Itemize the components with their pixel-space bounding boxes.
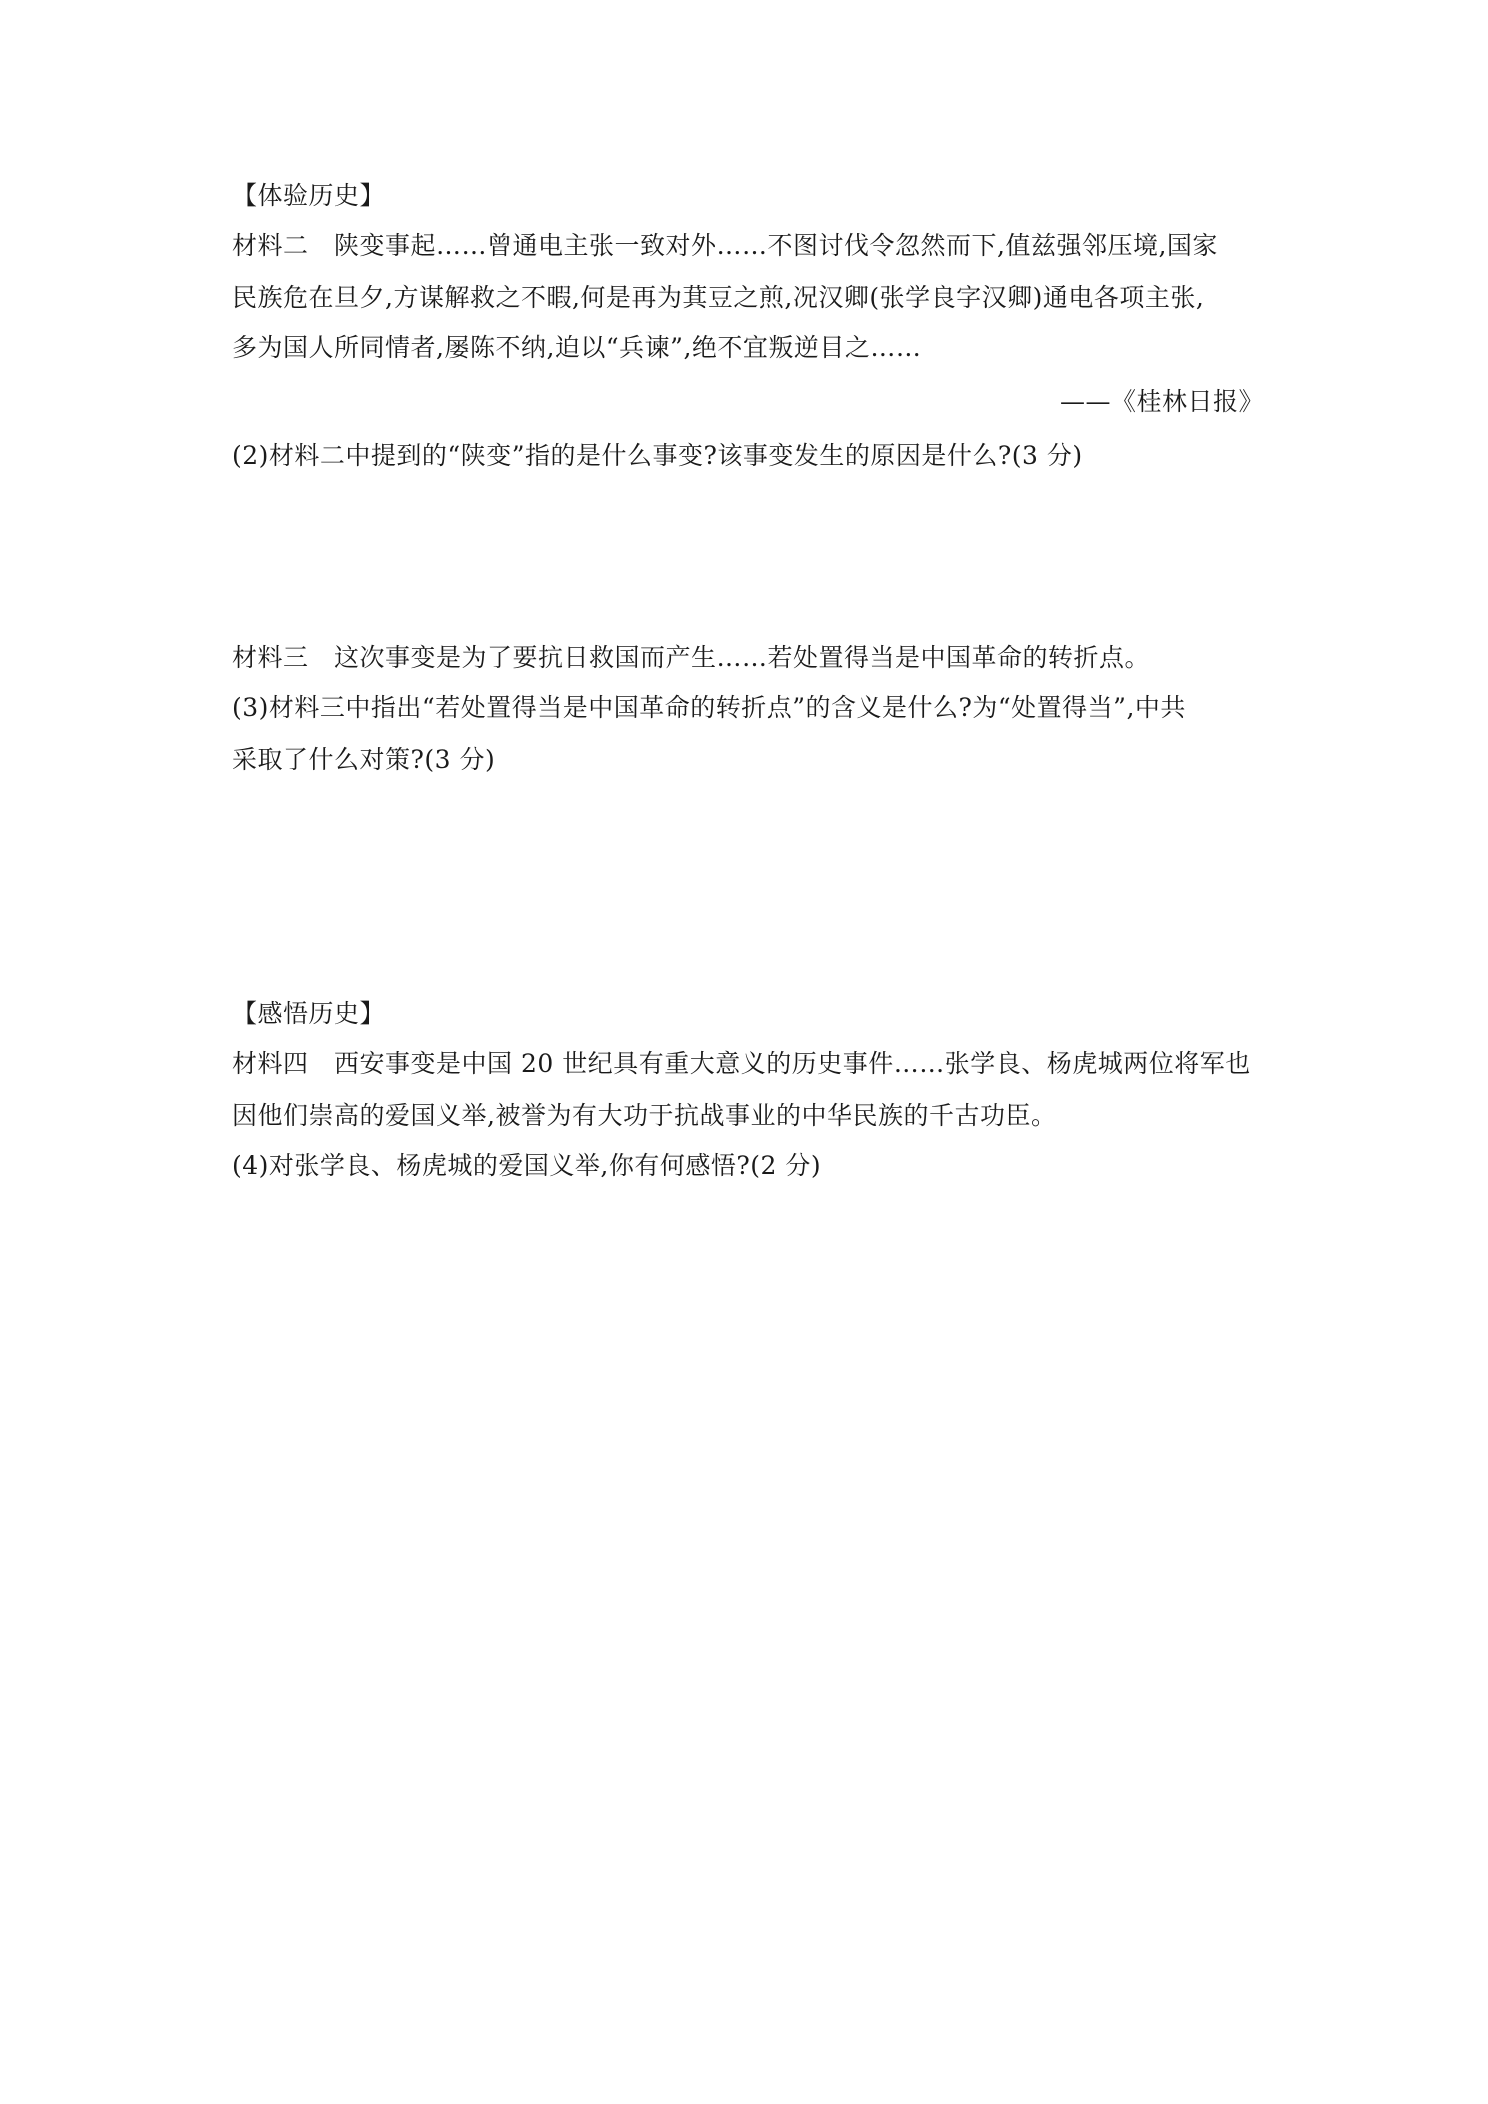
material3-text: 材料三 这次事变是为了要抗日救国而产生……若处置得当是中国革命的转折点。	[232, 643, 1151, 672]
material2-line-1: 材料二 陕变事起……曾通电主张一致对外……不图讨伐令忽然而下,值兹强邻压境,国家	[232, 231, 1218, 260]
question-2: (2)材料二中提到的“陕变”指的是什么事变?该事变发生的原因是什么?(3 分)	[232, 441, 1083, 470]
material2-line-3: 多为国人所同情者,屡陈不纳,迫以“兵谏”,绝不宜叛逆目之……	[232, 333, 922, 362]
material4-line-1: 材料四 西安事变是中国 20 世纪具有重大意义的历史事件……张学良、杨虎城两位将军也	[232, 1049, 1251, 1078]
section-heading-experience: 【体验历史】	[232, 181, 386, 210]
question-3-line-1: (3)材料三中指出“若处置得当是中国革命的转折点”的含义是什么?为“处置得当”,中共	[232, 693, 1186, 722]
question-3-line-2: 采取了什么对策?(3 分)	[232, 745, 496, 774]
section-heading-reflection: 【感悟历史】	[232, 999, 386, 1028]
material4-line-2: 因他们崇高的爱国义举,被誉为有大功于抗战事业的中华民族的千古功臣。	[232, 1101, 1057, 1130]
question-4: (4)对张学良、杨虎城的爱国义举,你有何感悟?(2 分)	[232, 1151, 822, 1180]
material2-line-2: 民族危在旦夕,方谋解救之不暇,何是再为萁豆之煎,况汉卿(张学良字汉卿)通电各项主张,	[232, 283, 1205, 312]
material2-source: ——《桂林日报》	[1059, 387, 1264, 416]
